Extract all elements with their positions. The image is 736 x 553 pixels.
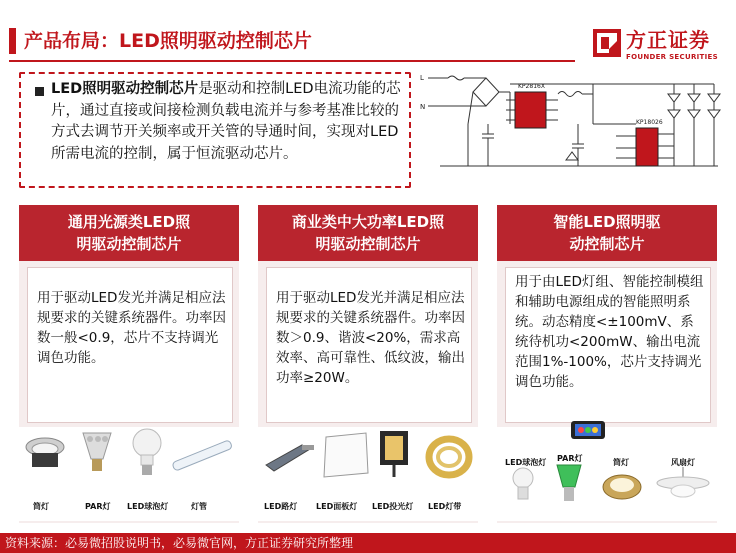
- page-title: 产品布局：LED照明驱动控制芯片: [24, 30, 312, 52]
- chip2-label: KP18026: [636, 119, 663, 126]
- card-smart-lighting: [497, 205, 717, 523]
- chip1-label: KP2816X: [518, 83, 545, 90]
- card-title: 智能LED照明驱动控制芯片: [497, 205, 717, 261]
- smartphone-icon: [569, 419, 609, 443]
- definition-body: 是驱动和控制LED电流功能的芯片，通过直接或间接检测负载电流并与参考基准比较的方式去调节开关频率或开关管的导通时间，实现对LED所需电流的控制，属于恒流驱动芯片。: [51, 81, 401, 162]
- led-strip-icon: [424, 435, 474, 481]
- product-images: [19, 427, 239, 521]
- par-lamp-icon: [81, 429, 113, 479]
- bullet-square-icon: [35, 87, 44, 96]
- smart-downlight-icon: [601, 469, 643, 503]
- circuit-diagram: [418, 64, 724, 188]
- founder-logo-icon: [592, 28, 622, 58]
- line-label: L: [420, 74, 424, 82]
- neutral-label: N: [420, 103, 426, 111]
- title-accent-bar: [9, 28, 16, 54]
- product-label: LED路灯: [264, 502, 298, 511]
- product-label: 筒灯: [613, 458, 629, 467]
- card-description-box: [505, 267, 711, 423]
- product-label: 风扇灯: [671, 458, 695, 467]
- card-description-box: [266, 267, 472, 423]
- card-description: 用于驱动LED发光并满足相应法规要求的关键系统器件。功率因数＞0.9、谐波<20%，需求高效率、高可靠性、低纹波，输出功率≥20W。: [276, 290, 465, 386]
- card-general-lighting: [19, 205, 239, 523]
- product-label: PAR灯: [557, 454, 583, 463]
- title-underline: [9, 60, 575, 62]
- card-description: 用于由LED灯组、智能控制模组和辅助电源组成的智能照明系统。动态精度<±100mV、系统待机功<200mW、输出电流范围1%-100%，芯片支持调光调色功能。: [515, 274, 704, 390]
- definition-text: [51, 79, 401, 165]
- logo-chinese-name: 方正证券: [626, 28, 710, 52]
- product-label: 筒灯: [33, 502, 49, 511]
- card-commercial-lighting: [258, 205, 478, 523]
- footer-bar: [0, 533, 736, 553]
- product-label: 灯管: [191, 502, 207, 511]
- smart-bulb-icon: [511, 467, 535, 507]
- smart-par-icon: [555, 461, 583, 509]
- definition-box: [19, 72, 411, 188]
- product-label: LED面板灯: [316, 502, 358, 511]
- product-label: LED球泡灯: [505, 458, 547, 467]
- card-title: 商业类中大功率LED照明驱动控制芯片: [258, 205, 478, 261]
- card-description-box: [27, 267, 233, 423]
- logo-english-name: FOUNDER SECURITIES: [626, 53, 718, 61]
- definition-term: LED照明驱动控制芯片: [51, 81, 199, 97]
- source-note: 资料来源：必易微招股说明书，必易微官网，方正证券研究所整理: [5, 536, 354, 550]
- product-label: PAR灯: [85, 502, 111, 511]
- street-light-icon: [262, 437, 316, 477]
- product-images: [258, 427, 478, 521]
- tube-lamp-icon: [169, 437, 235, 477]
- product-label: LED灯带: [428, 502, 462, 511]
- product-label: LED投光灯: [372, 502, 414, 511]
- panel-light-icon: [320, 429, 372, 481]
- founder-logo: [592, 26, 722, 66]
- bulb-icon: [131, 427, 163, 481]
- downlight-icon: [24, 433, 66, 475]
- card-title: 通用光源类LED照明驱动控制芯片: [19, 205, 239, 261]
- fan-light-icon: [655, 465, 711, 507]
- product-images: [497, 427, 717, 521]
- card-description: 用于驱动LED发光并满足相应法规要求的关键系统器件。功率因数一般<0.9，芯片不支持调光调色功能。: [37, 290, 226, 366]
- flood-light-icon: [376, 427, 412, 481]
- product-label: LED球泡灯: [127, 502, 169, 511]
